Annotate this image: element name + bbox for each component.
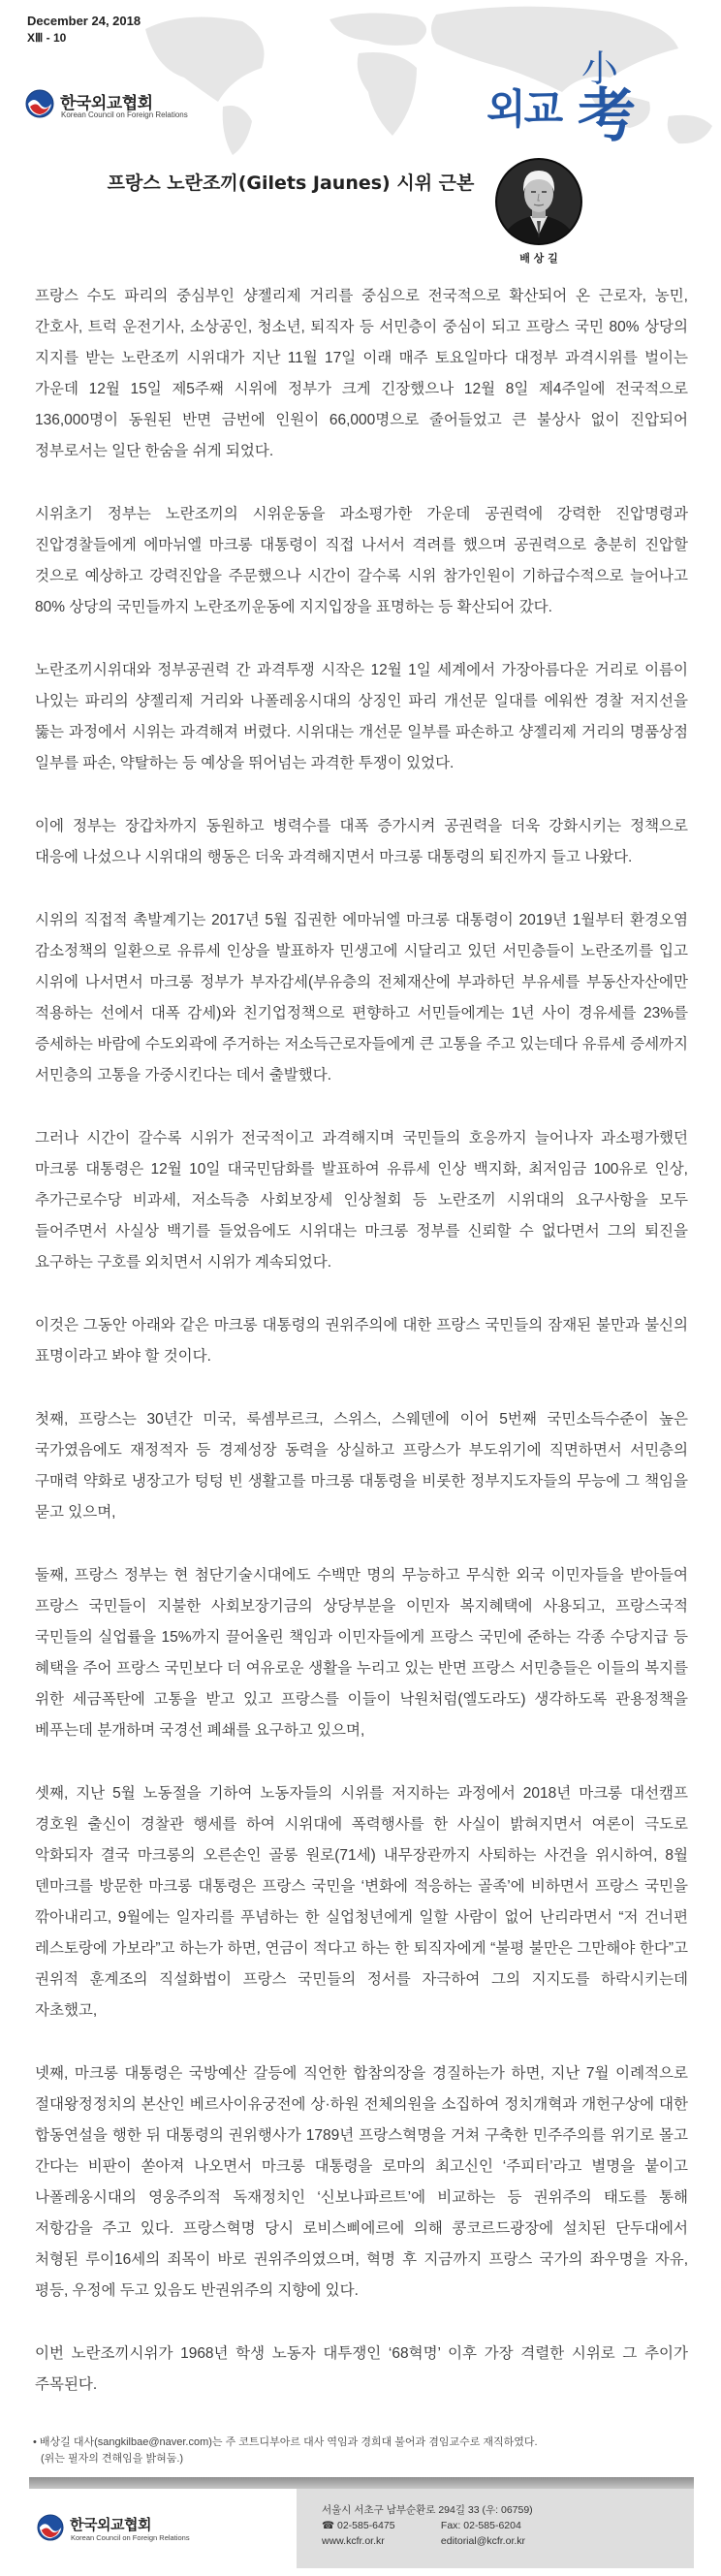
series-title-small: 小 xyxy=(581,47,619,90)
author-photo xyxy=(494,157,583,246)
kcfr-emblem-icon xyxy=(37,2514,64,2541)
paragraph: 시위의 직접적 촉발계기는 2017년 5월 집권한 에마뉘엘 마크롱 대통령이 2019년 1월부터 환경오염 감소정책의 일환으로 유류세 인상을 발표하자 민생고에 시달리고 있던 서민층들이 노란조끼를 입고 시위에 나서면서 마크롱 정부가 부자감세(부유층의 전체재산에 부과하던 부유세를 부동산자산에만 적용하는 선에서 대폭 감세)와 친기업정책으로 편향하고 서민들에게는 1년 사이 경유세를 23%를 증세하는 바람에 수도외곽에 주거하는 저소득근로자들에게 큰 고통을 주고 있는데다 유류세 증세까지 서민층의 고통을 가중시킨다는 데서 출발했다. xyxy=(35,912,688,1084)
footer-box xyxy=(29,2477,694,2568)
issue-date: December 24, 2018 xyxy=(27,14,141,28)
footer-website: www.kcfr.or.kr xyxy=(322,2535,385,2547)
org-name-korean: 한국외교협회 xyxy=(60,94,153,113)
paragraph: 프랑스 수도 파리의 중심부인 샹젤리제 거리를 중심으로 전국적으로 확산되어 온 근로자, 농민, 간호사, 트럭 운전기사, 소상공인, 청소년, 퇴직자 등 서민층이 중심이 되고 프랑스 국민 80% 상당의 지지를 받는 노란조끼 시위대가 지난 11월 17일 이래 매주 토요일마다 대정부 과격시위를 벌이는 가운데 12월 15일 제5주째 시위에 정부가 크게 긴장했으나 12월 8일 제4주일에 전국적으로 136,000명이 동원된 반면 금번에 인원이 66,000명으로 줄어들었고 큰 불상사 없이 진압되어 정부로서는 일단 한숨을 쉬게 되었다. xyxy=(35,288,688,459)
kcfr-emblem-icon xyxy=(25,89,54,118)
paragraph: 이에 정부는 장갑차까지 동원하고 병력수를 대폭 증가시켜 공권력을 더욱 강화시키는 정책으로 대응에 나섰으나 시위대의 행동은 더욱 과격해지면서 마크롱 대통령의 퇴진까지 들고 나왔다. xyxy=(35,818,688,865)
footer-contact-panel xyxy=(297,2489,694,2568)
footer-org-name-korean: 한국외교협회 xyxy=(70,2516,151,2533)
series-title-main: 외교 xyxy=(486,85,562,133)
series-title-char: 考 xyxy=(578,82,636,150)
article-title: 프랑스 노란조끼(Gilets Jaunes) 시위 근본 xyxy=(107,173,475,194)
org-name-english: Korean Council on Foreign Relations xyxy=(61,110,188,119)
footer-fax: Fax: 02-585-6204 xyxy=(440,2520,521,2531)
paragraph: 둘째, 프랑스 정부는 현 첨단기술시대에도 수백만 명의 무능하고 무식한 외국 이민자들을 받아들여 프랑스 국민들이 지불한 사회보장기금의 상당부분을 이민자 복지혜택에 사용되고, 프랑스국적 국민들의 실업률을 15%까지 끌어올린 책임과 이민자들에게 프랑스 국민에 준하는 각종 수당지급 등 혜택을 주어 프랑스 국민보다 더 여유로운 생활을 누리고 있는 반면 프랑스 서민층들은 이들의 복지를 위한 세금폭탄에 고통을 받고 있고 프랑스를 이들이 낙원처럼(엘도라도) 생각하도록 관용정책을 베푸는데 분개하며 국경선 폐쇄를 요구하고 있으며, xyxy=(35,1567,688,1739)
footer-email: editorial@kcfr.or.kr xyxy=(440,2535,526,2547)
footer-org-name-english: Korean Council on Foreign Relations xyxy=(71,2533,190,2542)
paragraph: 넷째, 마크롱 대통령은 국방예산 갈등에 직언한 합참의장을 경질하는가 하면, 지난 7월 이례적으로 절대왕정정치의 본산인 베르사이유궁전에 상·하원 전체의원을 소집하여 정치개혁과 개헌구상에 대한 합동연설을 행한 뒤 대통령의 권위행사가 1789년 프랑스혁명을 거쳐 구축한 민주주의를 위기로 몰고 간다는 비판이 쏟아져 나오면서 마크롱 대통령을 로마의 최고신인 ‘주피터’라고 별명을 붙이고 나폴레옹시대의 영웅주의적 독재정치인 ‘신보나파르트’에 비교하는 등 권위주의 태도를 통해 저항감을 주고 있다. 프랑스혁명 당시 로비스삐에르에 의해 콩코르드광장에 설치된 단두대에서 처형된 루이16세의 죄목이 바로 권위주의였으며, 혁명 후 지금까지 프랑스 국가의 좌우명을 자유, 평등, 우정에 두고 있음도 반권위주의 지향에 있다. xyxy=(35,2065,688,2299)
org-logo xyxy=(25,87,258,126)
series-title xyxy=(481,35,674,151)
footer-address: 서울시 서초구 남부순환로 294길 33 (우: 06759) xyxy=(322,2504,533,2516)
disclaimer: (위는 필자의 견해임을 밝혀둠.) xyxy=(41,2453,184,2465)
article-body xyxy=(35,281,688,2433)
paragraph: 노란조끼시위대와 정부공권력 간 과격투쟁 시작은 12월 1일 세계에서 가장아름다운 거리로 이름이 나있는 파리의 샹젤리제 거리와 나폴레옹시대의 상징인 파리 개선문 일대를 에워싼 경찰 저지선을 뚫는 과정에서 시위는 과격해져 버렸다. 시위대는 개선문 일부를 파손하고 샹젤리제 거리의 명품상점 일부를 파손, 약탈하는 등 예상을 뛰어넘는 과격한 투쟁이 있었다. xyxy=(35,662,688,771)
footer-phone: ☎ 02-585-6475 xyxy=(322,2520,395,2531)
paragraph: 이번 노란조끼시위가 1968년 학생 노동자 대투쟁인 ‘68혁명’ 이후 가장 격렬한 시위로 그 추이가 주목된다. xyxy=(35,2345,688,2393)
author-name: 배 상 길 xyxy=(519,252,558,265)
issue-number: XⅢ - 10 xyxy=(27,31,67,45)
author-footnote xyxy=(33,2435,692,2467)
paragraph: 셋째, 지난 5월 노동절을 기하여 노동자들의 시위를 저지하는 과정에서 2018년 마크롱 대선캠프 경호원 출신이 경찰관 행세를 하여 시위대에 폭력행사를 한 사실이 밝혀지면서 여론이 극도로 악화되자 결국 마크롱의 오른손인 골롱 원로(71세) 내무장관까지 사퇴하는 사건을 위시하여, 8월 덴마크를 방문한 마크롱 대통령은 프랑스 국민을 ‘변화에 적응하는 골족’에 비하면서 프랑스 국민을 깎아내리고, 9월에는 일자리를 푸념하는 한 실업청년에게 일할 사람이 없어 난리라면서 “저 건너편 레스토랑에 가보라”고 하는가 하면, 연금이 적다고 하는 한 퇴직자에게 “불평 불만은 그만해야 한다”고 권위적 훈계조의 직설화법이 프랑스 국민들의 정서를 자극하여 그의 지지도를 하락시키는데 자초했고, xyxy=(35,1785,688,2019)
footer-logo xyxy=(29,2489,293,2568)
paragraph: 이것은 그동안 아래와 같은 마크롱 대통령의 권위주의에 대한 프랑스 국민들의 잠재된 불만과 불신의 표명이라고 봐야 할 것이다. xyxy=(35,1317,688,1365)
paragraph: 시위초기 정부는 노란조끼의 시위운동을 과소평가한 가운데 공권력에 강력한 진압명령과 진압경찰들에게 에마뉘엘 마크롱 대통령이 직접 나서서 격려를 했으며 공권력으로 충분히 진압할 것으로 예상하고 강력진압을 주문했으나 시간이 갈수록 시위 참가인원이 기하급수적으로 늘어나고 80% 상당의 국민들까지 노란조끼운동에 지지입장을 표명하는 등 확산되어 갔다. xyxy=(35,506,688,615)
author-portrait-image xyxy=(494,157,583,246)
paragraph: 그러나 시간이 갈수록 시위가 전국적이고 과격해지며 국민들의 호응까지 늘어나자 과소평가했던 마크롱 대통령은 12월 10일 대국민담화를 발표하여 유류세 인상 백지화, 최저임금 100유로 인상, 추가근로수당 비과세, 저소득층 사회보장세 인상철회 등 노란조끼 시위대의 요구사항을 모두 들어주면서 사실상 백기를 들었음에도 시위대는 마크롱 정부를 신뢰할 수 없다면서 그의 퇴진을 요구하는 구호를 외치면서 시위가 계속되었다. xyxy=(35,1130,688,1271)
footer-band xyxy=(29,2477,694,2489)
author-note: • 배상길 대사(sangkilbae@naver.com)는 주 코트디부아르 대사 역임과 경희대 불어과 겸임교수로 재직하였다. xyxy=(33,2436,538,2448)
paragraph: 첫째, 프랑스는 30년간 미국, 룩셈부르크, 스위스, 스웨덴에 이어 5번째 국민소득수준이 높은 국가였음에도 재정적자 등 경제성장 동력을 상실하고 프랑스가 부도위기에 직면하면서 서민층의 구매력 약화로 냉장고가 텅텅 빈 생활고를 마크롱 대통령을 비롯한 정부지도자들의 무능에 그 책임을 묻고 있으며, xyxy=(35,1411,688,1521)
